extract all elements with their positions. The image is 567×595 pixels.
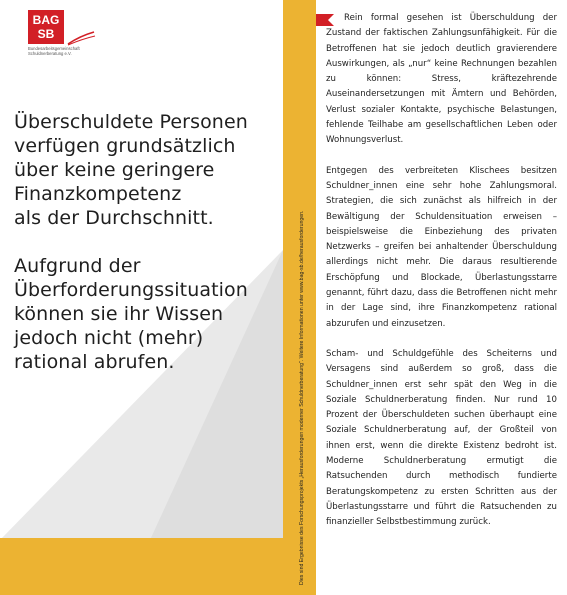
logo-mark-box	[28, 10, 64, 44]
bottom-accent-band	[0, 538, 283, 595]
body-paragraph-3: Scham- und Schuldgefühle des Scheiterns und Versagens sind außerdem so groß, dass die Schuldner_innen erst sehr spät den Weg in die Soziale Schuldnerberatung finden. Nur rund 10 Prozent der Überschuldeten suchen überhaupt eine Soziale Schuldnerberatung auf, der Großteil von ihnen erst, wenn die direkte Existenz bedroht ist. Moderne Schuldnerberatung ermutigt die Ratsuchenden durch methodisch fundierte Beratungskompetenz zu ersten Schritten aus der Überlastungsstarre und führt die Ratsuchenden zu finanzieller Selbstbestimmung zurück.	[326, 348, 557, 528]
statement-paragraph-2: Aufgrund der Überforderungssituation können sie ihr Wissen jedoch nicht (mehr) rational abrufen.	[14, 255, 248, 373]
yellow-spine	[283, 0, 316, 595]
body-paragraph-1: Rein formal gesehen ist Überschuldung der Zustand der faktischen Zahlungsunfähigkeit. Für die Betroffenen hat sie jedoch deutlich gravierendere Auswirkungen, als „nur“ keine Rechnungen bezahlen zu können: Stress, kräftezehrende Auseinandersetzungen mit Ämtern und Behörden, Verlust sozialer Kontakte, psychische Belastungen, fehlende Teilhabe am gesellschaftlichen Leben oder Wohnungsverlust.	[326, 13, 557, 146]
body-paragraph-2: Entgegen des verbreiteten Klischees besitzen Schuldner_innen eine sehr hohe Zahlungsmoral. Strategien, die sich zunächst als hilfreich in der Bewältigung der Schuldensituation erweisen – beispielsweise die Einbeziehung des privaten Netzwerks – greifen bei anhaltender Überschuldung allerdings nicht mehr. Die daraus resultierende Erschöpfung und Blockade, Überlastungsstarre genannt, führt dazu, dass die Betroffenen nicht mehr in der Lage sind, ihre Finanzkompetenz rational abzurufen und einzusetzen.	[326, 165, 557, 329]
logo-text-line1: BAG	[32, 13, 60, 27]
body-text	[326, 11, 557, 546]
logo-text-line2: SB	[37, 27, 55, 41]
key-statement	[14, 110, 274, 398]
right-panel	[316, 0, 567, 595]
statement-paragraph-1: Überschuldete Personen verfügen grundsätzlich über keine geringere Finanzkompetenz als der Durchschnitt.	[14, 111, 248, 229]
bagsb-logo	[28, 10, 98, 56]
left-panel	[0, 0, 283, 595]
logo-caption: Bundesarbeitsgemeinschaft Schuldnerberatung e.V.	[28, 46, 80, 56]
spine-source-note: Dies sind Ergebnisse des Forschungsprojekts „Herausforderungen moderner Schuldnerberatung“. Weitere Informationen unter www.bag-sb.de/herausforderungen.	[299, 210, 305, 585]
logo-swoosh-icon	[66, 30, 96, 46]
